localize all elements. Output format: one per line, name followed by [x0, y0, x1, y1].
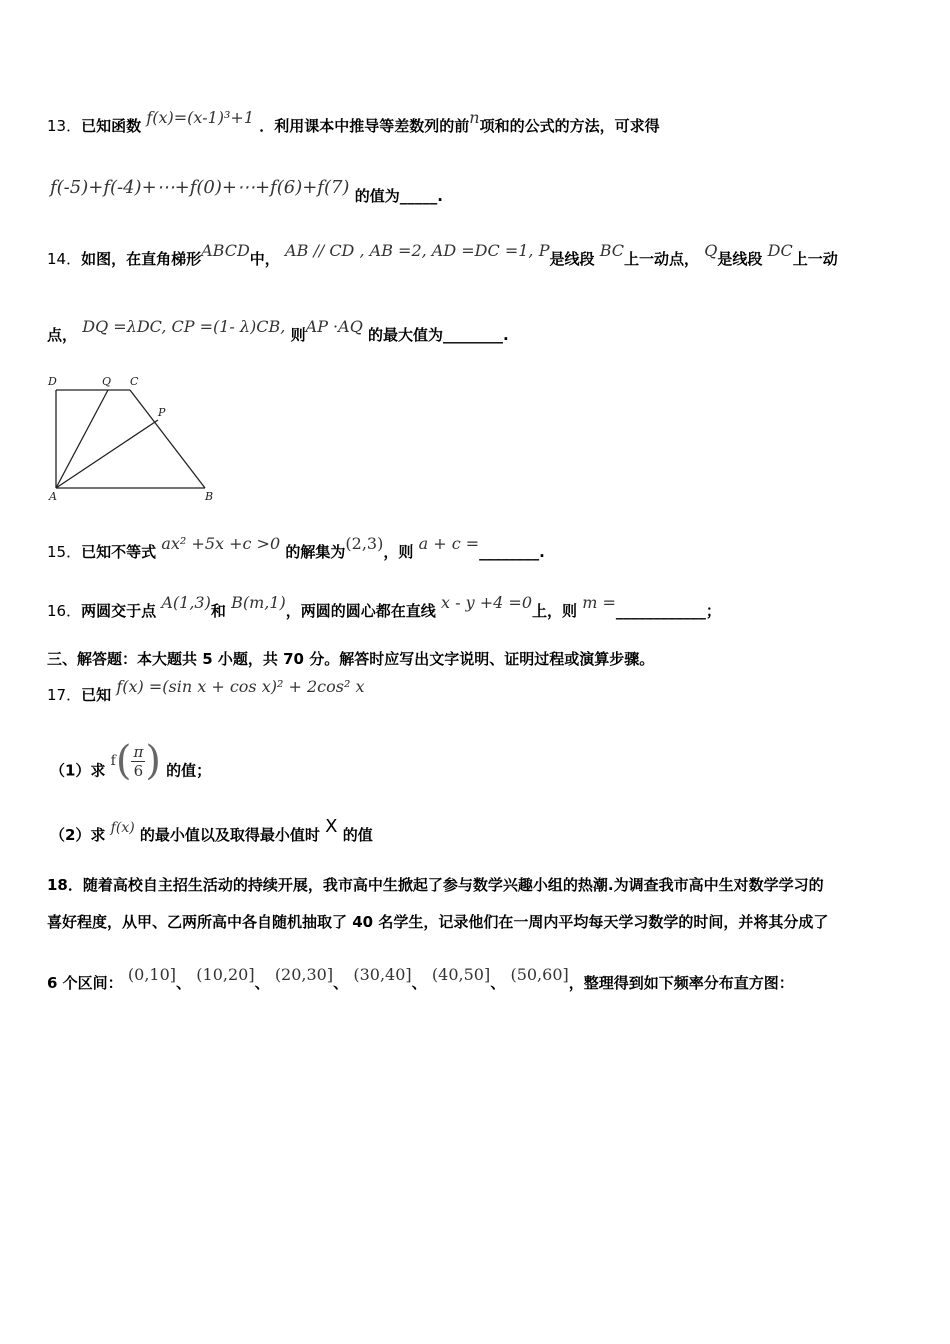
q15-line: 15．已知不等式 ax² +5x +c >0 的解集为(2,3)，则 a + c =________.	[47, 534, 545, 561]
section-three-header: 三、解答题：本大题共 5 小题，共 70 分。解答时应写出文字说明、证明过程或演算步骤。	[47, 650, 655, 668]
q14-line1: 14．如图，在直角梯形ABCD中， AB // CD , AB =2, AD =DC =1, P是线段 BC上一动点， Q是线段 DC上一动	[47, 241, 838, 268]
trapezoid-figure	[40, 370, 230, 502]
interval-4: (30,40]	[353, 965, 412, 984]
q18-line1: 18．随着高校自主招生活动的持续开展，我市高中生掀起了参与数学兴趣小组的热潮.为调查我市高中生对数学学习的	[47, 876, 824, 894]
interval-1: (0,10]	[127, 965, 177, 984]
label-c: C	[130, 375, 139, 388]
interval-2: (10,20]	[196, 965, 255, 984]
interval-6: (50,60]	[510, 965, 569, 984]
q13-line1: 13．已知函数 f(x)=(x-1)³+1 ．利用课本中推导等差数列的前n项和的公式的方法，可求得	[47, 108, 660, 135]
label-b: B	[205, 490, 214, 502]
q17-part2: （2）求 f(x) 的最小值以及取得最小值时 X 的值	[50, 816, 373, 844]
q14-condition: AB // CD , AB =2, AD =DC =1,	[285, 241, 534, 260]
label-q: Q	[102, 375, 112, 388]
q17-part1: （1）求 f( $\frac{\pi}{6}$ ) 的值；	[50, 738, 212, 784]
q13-line2: f(-5)+f(-4)+⋯+f(0)+⋯+f(6)+f(7) 的值为_____.	[50, 177, 443, 205]
label-p: P	[158, 406, 166, 419]
q13-formula: f(x)=(x-1)³+1	[146, 108, 254, 127]
q16-line: 16．两圆交于点 A(1,3)和 B(m,1)，两圆的圆心都在直线 x - y +4 =0上，则 m =____________；	[47, 593, 721, 620]
label-a: A	[49, 490, 57, 502]
q17-formula: f(x) =(sin x + cos x)² + 2cos² x	[116, 677, 365, 696]
q14-condition2: DQ =λDC, CP =(1- λ)CB,	[82, 317, 286, 336]
q18-line2: 喜好程度，从甲、乙两所高中各自随机抽取了 40 名学生，记录他们在一周内平均每天学习数学的时间，并将其分成了	[47, 913, 829, 931]
q13-sum-formula: f(-5)+f(-4)+⋯+f(0)+⋯+f(6)+f(7)	[50, 177, 350, 198]
interval-3: (20,30]	[274, 965, 334, 984]
f-pi-over-6: f( $\frac{\pi}{6}$ )	[110, 738, 161, 784]
q18-line3: 6 个区间： (0,10]、 (10,20]、 (20,30]、 (30,40]、 (40,50]、 (50,60]，整理得到如下频率分布直方图：	[47, 965, 794, 992]
q14-line2: 点， DQ =λDC, CP =(1- λ)CB, 则AP ·AQ 的最大值为________.	[47, 317, 509, 344]
label-d: D	[48, 375, 57, 388]
interval-5: (40,50]	[431, 965, 491, 984]
q17-line: 17．已知 f(x) =(sin x + cos x)² + 2cos² x	[47, 677, 365, 704]
q15-inequality: ax² +5x +c >0	[161, 534, 281, 553]
